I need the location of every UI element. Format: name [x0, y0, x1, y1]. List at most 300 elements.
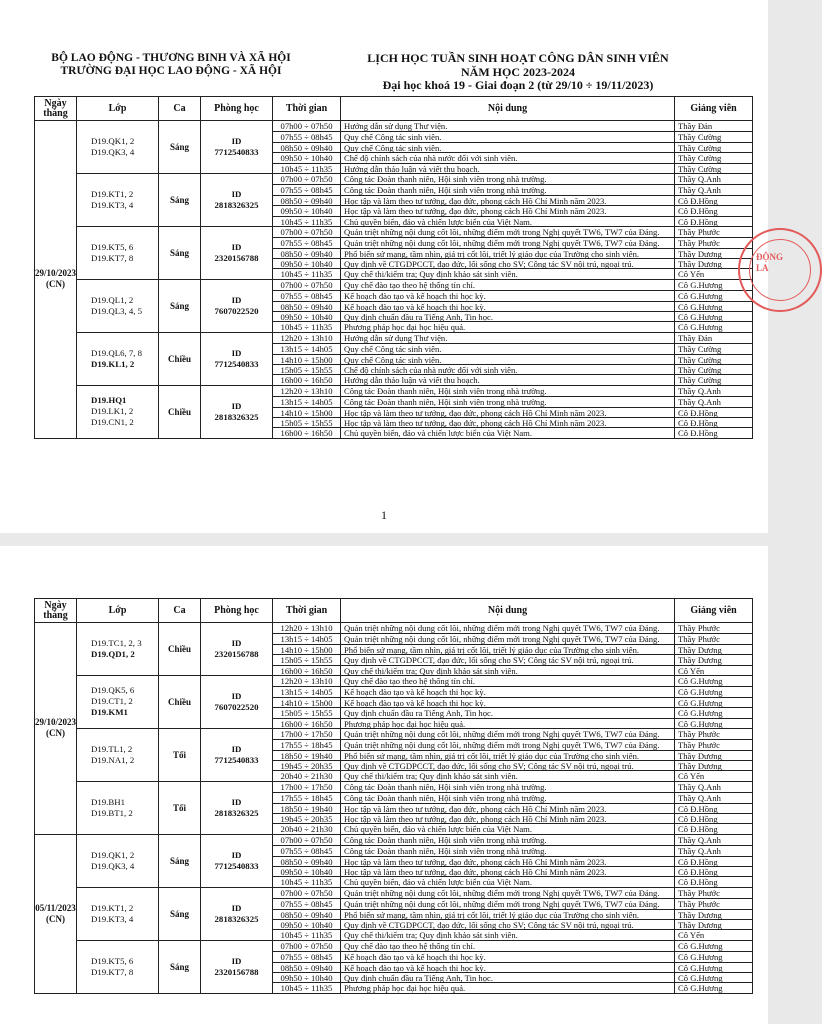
- session-cell: Tối: [159, 728, 201, 781]
- content-cell: [341, 781, 675, 834]
- time-slot: 07h00 ÷ 07h50: [280, 887, 333, 898]
- column-header-session: Ca: [159, 599, 201, 623]
- content-line: Quán triệt những nội dung cốt lõi, những điểm mới trong Nghị quyết TW6, TW7 của Đảng.: [344, 623, 660, 633]
- time-slot: 14h10 ÷ 15h00: [273, 354, 340, 364]
- teacher-name: Cô G.Hương: [675, 718, 752, 728]
- time-slot: 07h55 ÷ 08h45: [273, 184, 340, 194]
- teacher-name: Cô Yến: [675, 268, 752, 278]
- content-line: Quy chế thi/kiểm tra; Quy định khảo sát sinh viên.: [341, 770, 674, 780]
- time-slot: 09h50 ÷ 10h40: [273, 258, 340, 268]
- teacher-name: Thầy Q.Anh: [678, 385, 721, 396]
- teacher-name: Cô G.Hương: [675, 707, 752, 717]
- teacher-name: Cô G.Hương: [675, 972, 752, 982]
- teacher-name: Thầy Dương: [675, 760, 752, 770]
- room-cell: ID 7712540833: [201, 728, 273, 781]
- table-row: [35, 940, 753, 993]
- column-header-session: Ca: [159, 97, 201, 121]
- time-cell: [273, 332, 341, 385]
- content-line: Quán triệt những nội dung cốt lõi, những điểm mới trong Nghị quyết TW6, TW7 của Đảng.: [341, 633, 674, 643]
- time-slot: 19h45 ÷ 20h35: [273, 813, 340, 823]
- time-slot: 12h20 ÷ 13h10: [280, 623, 333, 633]
- time-slot: 14h10 ÷ 15h00: [273, 697, 340, 707]
- teacher-name: Thầy Cường: [675, 152, 752, 162]
- class-name: D19.KT1, 2: [91, 902, 134, 913]
- class-name: D19.KT1, 2: [91, 188, 134, 199]
- time-cell: [273, 728, 341, 781]
- time-slot: 18h50 ÷ 19h40: [273, 750, 340, 760]
- time-slot: 08h50 ÷ 09h40: [273, 301, 340, 311]
- teacher-name: Thầy Q.Anh: [675, 396, 752, 406]
- teacher-name: Thầy Đản: [678, 332, 713, 343]
- teacher-name: Cô G.Hương: [675, 290, 752, 300]
- class-name: D19.LK1, 2: [91, 406, 134, 417]
- teacher-name: Cô G.Hương: [675, 962, 752, 972]
- time-slot: 09h50 ÷ 10h40: [273, 205, 340, 215]
- time-slot: 07h00 ÷ 07h50: [280, 834, 333, 845]
- class-cell: [77, 781, 159, 834]
- column-header-teacher: Giảng viên: [675, 97, 753, 121]
- time-slot: 08h50 ÷ 09h40: [273, 909, 340, 919]
- content-line: Quy chế thi/kiểm tra; Quy định khảo sát sinh viên.: [341, 665, 674, 675]
- time-slot: 17h00 ÷ 17h50: [280, 781, 333, 792]
- content-line: Công tác Đoàn thanh niên, Hội sinh viên trong nhà trường.: [341, 184, 674, 194]
- teacher-name: Cô Đ.Hồng: [675, 195, 752, 205]
- time-slot: 14h10 ÷ 15h00: [273, 644, 340, 654]
- class-name: D19.KL1, 2: [91, 358, 135, 369]
- content-line: Học tập và làm theo tư tưởng, đạo đức, phong cách Hồ Chí Minh năm 2023.: [341, 856, 674, 866]
- content-line: Hướng dẫn thảo luận và viết thu hoạch.: [341, 163, 674, 173]
- content-line: Quy định về CTGDPCCT, đạo đức, lối sống cho SV; Công tác SV nội trú, ngoại trú.: [341, 760, 674, 770]
- class-name: D19.KT3, 4: [91, 913, 134, 924]
- content-line: Quán triệt những nội dung cốt lõi, những điểm mới trong Nghị quyết TW6, TW7 của Đảng.: [341, 739, 674, 749]
- page-number: 1: [381, 508, 387, 522]
- content-line: Quy chế đào tạo theo hệ thống tín chỉ.: [344, 940, 476, 951]
- institution-header: [26, 52, 316, 78]
- time-cell: [273, 781, 341, 834]
- time-slot: 09h50 ÷ 10h40: [273, 866, 340, 876]
- time-slot: 13h15 ÷ 14h05: [273, 633, 340, 643]
- time-slot: 09h50 ÷ 10h40: [273, 972, 340, 982]
- ministry-name: BỘ LAO ĐỘNG - THƯƠNG BINH VÀ XÃ HỘI: [51, 52, 291, 64]
- content-line: Công tác Đoàn thanh niên, Hội sinh viên trong nhà trường.: [341, 396, 674, 406]
- content-line: Quán triệt những nội dung cốt lõi, những điểm mới trong Nghị quyết TW6, TW7 của Đảng.: [344, 226, 660, 237]
- column-header-room: Phòng học: [201, 599, 273, 623]
- teacher-name: Cô G.Hương: [675, 311, 752, 321]
- content-line: Quy chế Công tác sinh viên.: [341, 343, 674, 353]
- document-page-2: [0, 546, 768, 1024]
- time-cell: [273, 226, 341, 279]
- class-name: D19.KT7, 8: [91, 966, 134, 977]
- date-cell: 05/11/2023 (CN): [35, 834, 77, 993]
- teacher-cell: [675, 675, 753, 728]
- teacher-name: Thầy Dương: [675, 644, 752, 654]
- table-header-row: [35, 97, 753, 121]
- time-slot: 10h45 ÷ 11h35: [273, 876, 340, 886]
- teacher-name: Thầy Dương: [675, 919, 752, 929]
- time-slot: 17h55 ÷ 18h45: [273, 792, 340, 802]
- content-line: Công tác Đoàn thanh niên, Hội sinh viên trong nhà trường.: [341, 792, 674, 802]
- time-slot: 10h45 ÷ 11h35: [273, 982, 340, 992]
- content-line: Quy chế Công tác sinh viên.: [341, 142, 674, 152]
- content-line: Phổ biến sứ mạng, tầm nhìn, giá trị cốt lõi, triết lý giáo dục của Trường cho sinh viên.: [341, 248, 674, 258]
- teacher-name: Cô Đ.Hồng: [675, 876, 752, 886]
- session-cell: Sáng: [159, 121, 201, 174]
- time-slot: 08h50 ÷ 09h40: [273, 856, 340, 866]
- content-line: Quy định chuẩn đầu ra Tiếng Anh, Tin học.: [341, 311, 674, 321]
- time-slot: 07h55 ÷ 08h45: [273, 290, 340, 300]
- teacher-name: Thầy Cường: [675, 142, 752, 152]
- time-cell: [273, 623, 341, 676]
- class-cell: [77, 623, 159, 676]
- room-cell: ID 2818326325: [201, 781, 273, 834]
- class-name: D19.QD1, 2: [91, 648, 135, 659]
- teacher-name: Thầy Dương: [675, 248, 752, 258]
- content-cell: [341, 173, 675, 226]
- content-line: Học tập và làm theo tư tưởng, đạo đức, phong cách Hồ Chí Minh năm 2023.: [341, 866, 674, 876]
- teacher-name: Thầy Phước: [675, 739, 752, 749]
- teacher-name: Thầy Cường: [675, 343, 752, 353]
- time-slot: 16h00 ÷ 16h50: [273, 718, 340, 728]
- table-row: [35, 834, 753, 887]
- time-cell: [273, 887, 341, 940]
- content-line: Kế hoạch đào tạo và kế hoạch thi học kỳ.: [341, 686, 674, 696]
- seal-lettering: ĐỘNG LA: [749, 239, 811, 301]
- time-slot: 07h00 ÷ 07h50: [280, 940, 333, 951]
- time-slot: 15h05 ÷ 15h55: [273, 654, 340, 664]
- teacher-cell: [675, 121, 753, 174]
- university-name: TRƯỜNG ĐẠI HỌC LAO ĐỘNG - XÃ HỘI: [60, 65, 282, 77]
- content-line: Công tác Đoàn thanh niên, Hội sinh viên trong nhà trường.: [341, 845, 674, 855]
- content-cell: [341, 887, 675, 940]
- content-line: Quy định về CTGDPCCT, đạo đức, lối sống cho SV; Công tác SV nội trú, ngoại trú.: [341, 258, 674, 268]
- class-cell: [77, 940, 159, 993]
- content-line: Quy chế thi/kiểm tra; Quy định khảo sát sinh viên.: [341, 929, 674, 939]
- class-name: D19.KT5, 6: [91, 955, 134, 966]
- content-line: Kế hoạch đào tạo và kế hoạch thi học kỳ.: [341, 301, 674, 311]
- content-cell: [341, 332, 675, 385]
- class-name: D19.TL1, 2: [91, 743, 133, 754]
- table-row: [35, 121, 753, 174]
- teacher-name: Cô G.Hương: [675, 301, 752, 311]
- content-line: Học tập và làm theo tư tưởng, đạo đức, phong cách Hồ Chí Minh năm 2023.: [341, 417, 674, 427]
- content-line: Phổ biến sứ mạng, tầm nhìn, giá trị cốt lõi, triết lý giáo dục của Trường cho sinh viên.: [341, 909, 674, 919]
- table-row: [35, 226, 753, 279]
- time-slot: 08h50 ÷ 09h40: [273, 195, 340, 205]
- time-slot: 19h45 ÷ 20h35: [273, 760, 340, 770]
- time-slot: 07h55 ÷ 08h45: [273, 237, 340, 247]
- content-cell: [341, 226, 675, 279]
- schedule-table-page-1: [34, 96, 753, 439]
- content-line: Chủ quyền biển, đảo và chiến lược biển của Việt Nam.: [341, 876, 674, 886]
- table-row: [35, 385, 753, 438]
- room-cell: ID 2320156788: [201, 940, 273, 993]
- teacher-name: Thầy Phước: [675, 633, 752, 643]
- time-slot: 20h40 ÷ 21h30: [273, 770, 340, 780]
- column-header-time: Thời gian: [273, 599, 341, 623]
- time-cell: [273, 385, 341, 438]
- time-slot: 07h55 ÷ 08h45: [273, 845, 340, 855]
- teacher-name: Thầy Phước: [678, 728, 720, 739]
- room-cell: ID 7607022520: [201, 675, 273, 728]
- teacher-name: Cô Yến: [675, 929, 752, 939]
- teacher-name: Cô Đ.Hồng: [675, 866, 752, 876]
- class-name: D19.QK3, 4: [91, 146, 135, 157]
- teacher-name: Cô G.Hương: [678, 675, 723, 686]
- content-cell: [341, 675, 675, 728]
- class-name: D19.KM1: [91, 707, 128, 718]
- content-line: Học tập và làm theo tư tưởng, đạo đức, phong cách Hồ Chí Minh năm 2023.: [341, 205, 674, 215]
- class-name: D19.KT7, 8: [91, 252, 134, 263]
- content-line: Quy chế đào tạo theo hệ thống tín chỉ.: [344, 279, 476, 290]
- time-cell: [273, 173, 341, 226]
- session-cell: Sáng: [159, 226, 201, 279]
- teacher-name: Thầy Q.Anh: [678, 781, 721, 792]
- session-cell: Chiều: [159, 623, 201, 676]
- time-slot: 07h00 ÷ 07h50: [280, 279, 333, 290]
- date-cell: 29/10/2023 (CN): [35, 623, 77, 835]
- teacher-name: Cô Đ.Hồng: [675, 803, 752, 813]
- teacher-name: Cô G.Hương: [675, 982, 752, 992]
- session-cell: Tối: [159, 781, 201, 834]
- teacher-name: Cô Đ.Hồng: [675, 417, 752, 427]
- table-row: [35, 781, 753, 834]
- room-cell: ID 2320156788: [201, 226, 273, 279]
- session-cell: Chiều: [159, 675, 201, 728]
- teacher-name: Cô Đ.Hồng: [675, 813, 752, 823]
- content-line: Chế độ chính sách của nhà nước đối với sinh viên.: [341, 152, 674, 162]
- teacher-name: Thầy Dương: [675, 909, 752, 919]
- teacher-cell: [675, 834, 753, 887]
- column-header-content: Nội dung: [341, 97, 675, 121]
- table-row: [35, 623, 753, 676]
- time-slot: 10h45 ÷ 11h35: [273, 268, 340, 278]
- class-cell: [77, 226, 159, 279]
- content-line: Kế hoạch đào tạo và kế hoạch thi học kỳ.: [341, 951, 674, 961]
- content-line: Kế hoạch đào tạo và kế hoạch thi học kỳ.: [341, 697, 674, 707]
- time-slot: 07h00 ÷ 07h50: [280, 226, 333, 237]
- teacher-cell: [675, 623, 753, 676]
- teacher-cell: [675, 385, 753, 438]
- teacher-name: Thầy Dương: [675, 654, 752, 664]
- teacher-name: Cô G.Hương: [675, 697, 752, 707]
- time-cell: [273, 279, 341, 332]
- session-cell: Sáng: [159, 279, 201, 332]
- teacher-cell: [675, 173, 753, 226]
- content-line: Quy định về CTGDPCCT, đạo đức, lối sống cho SV; Công tác SV nội trú, ngoại trú.: [341, 919, 674, 929]
- time-slot: 12h20 ÷ 13h10: [280, 675, 333, 686]
- time-cell: [273, 834, 341, 887]
- column-header-room: Phòng học: [201, 97, 273, 121]
- content-line: Quán triệt những nội dung cốt lõi, những điểm mới trong Nghị quyết TW6, TW7 của Đảng.: [344, 887, 660, 898]
- time-slot: 07h55 ÷ 08h45: [273, 951, 340, 961]
- time-slot: 16h00 ÷ 16h50: [273, 427, 340, 437]
- time-slot: 09h50 ÷ 10h40: [273, 152, 340, 162]
- time-slot: 13h15 ÷ 14h05: [273, 396, 340, 406]
- teacher-name: Cô G.Hương: [678, 279, 723, 290]
- content-line: Chủ quyền biển, đảo và chiến lược biển của Việt Nam.: [341, 427, 674, 437]
- time-slot: 17h55 ÷ 18h45: [273, 739, 340, 749]
- class-name: D19.QK1, 2: [91, 135, 135, 146]
- time-slot: 12h20 ÷ 13h10: [280, 332, 333, 343]
- table-row: [35, 675, 753, 728]
- content-line: Quy định về CTGDPCCT, đạo đức, lối sống cho SV; Công tác SV nội trú, ngoại trú.: [341, 654, 674, 664]
- content-cell: [341, 728, 675, 781]
- time-slot: 13h15 ÷ 14h05: [273, 343, 340, 353]
- class-name: D19.BT1, 2: [91, 807, 133, 818]
- session-cell: Sáng: [159, 940, 201, 993]
- teacher-name: Cô Đ.Hồng: [675, 407, 752, 417]
- teacher-name: Thầy Cường: [675, 163, 752, 173]
- document-page-1: [0, 0, 783, 533]
- time-slot: 12h20 ÷ 13h10: [280, 385, 333, 396]
- time-slot: 16h00 ÷ 16h50: [273, 665, 340, 675]
- content-line: Công tác Đoàn thanh niên, Hội sinh viên trong nhà trường.: [344, 834, 547, 845]
- content-line: Chủ quyền biển, đảo và chiến lược biển của Việt Nam.: [341, 823, 674, 833]
- teacher-name: Thầy Dương: [675, 258, 752, 268]
- content-line: Học tập và làm theo tư tưởng, đạo đức, phong cách Hồ Chí Minh năm 2023.: [341, 195, 674, 205]
- teacher-name: Thầy Cường: [675, 364, 752, 374]
- content-line: Quán triệt những nội dung cốt lõi, những điểm mới trong Nghị quyết TW6, TW7 của Đảng.: [341, 237, 674, 247]
- time-slot: 08h50 ÷ 09h40: [273, 248, 340, 258]
- teacher-cell: [675, 781, 753, 834]
- content-line: Kế hoạch đào tạo và kế hoạch thi học kỳ.: [341, 290, 674, 300]
- teacher-name: Cô Đ.Hồng: [675, 205, 752, 215]
- time-slot: 07h00 ÷ 07h50: [280, 121, 333, 131]
- room-cell: ID 7607022520: [201, 279, 273, 332]
- teacher-name: Thầy Phước: [675, 237, 752, 247]
- session-cell: Chiều: [159, 385, 201, 438]
- time-slot: 10h45 ÷ 11h35: [273, 321, 340, 331]
- document-subtitle: Đại học khoá 19 - Giai đoạn 2 (từ 29/10 ÷ 19/11/2023): [382, 78, 654, 92]
- room-cell: ID 2818326325: [201, 173, 273, 226]
- time-cell: [273, 121, 341, 174]
- teacher-cell: [675, 887, 753, 940]
- teacher-name: Cô Đ.Hồng: [675, 216, 752, 226]
- class-cell: [77, 728, 159, 781]
- teacher-name: Thầy Phước: [678, 623, 720, 633]
- content-cell: [341, 385, 675, 438]
- teacher-name: Cô Yến: [675, 665, 752, 675]
- time-slot: 08h50 ÷ 09h40: [273, 962, 340, 972]
- class-name: D19.KT3, 4: [91, 199, 134, 210]
- class-name: D19.HQ1: [91, 395, 127, 406]
- teacher-name: Thầy Q.Anh: [678, 173, 721, 184]
- class-name: D19.QL6, 7, 8: [91, 347, 143, 358]
- time-slot: 09h50 ÷ 10h40: [273, 919, 340, 929]
- content-line: Công tác Đoàn thanh niên, Hội sinh viên trong nhà trường.: [344, 781, 547, 792]
- content-cell: [341, 940, 675, 993]
- date-cell: 29/10/2023 (CN): [35, 121, 77, 439]
- teacher-name: Cô Đ.Hồng: [675, 427, 752, 437]
- class-name: D19.QK5, 6: [91, 685, 135, 696]
- teacher-name: Thầy Q.Anh: [675, 845, 752, 855]
- teacher-cell: [675, 332, 753, 385]
- document-title-block: [318, 52, 718, 93]
- teacher-name: Thầy Dương: [675, 750, 752, 760]
- time-slot: 10h45 ÷ 11h35: [273, 163, 340, 173]
- content-line: Học tập và làm theo tư tưởng, đạo đức, phong cách Hồ Chí Minh năm 2023.: [341, 407, 674, 417]
- room-cell: ID 7712540833: [201, 834, 273, 887]
- class-name: D19.TC1, 2, 3: [91, 637, 142, 648]
- content-line: Phương pháp học đại học hiệu quả.: [341, 718, 674, 728]
- content-line: Công tác Đoàn thanh niên, Hội sinh viên trong nhà trường.: [344, 173, 547, 184]
- class-cell: [77, 675, 159, 728]
- content-line: Quy chế Công tác sinh viên.: [341, 354, 674, 364]
- content-line: Quán triệt những nội dung cốt lõi, những điểm mới trong Nghị quyết TW6, TW7 của Đảng.: [344, 728, 660, 739]
- teacher-name: Thầy Q.Anh: [678, 834, 721, 845]
- column-header-class: Lớp: [77, 599, 159, 623]
- class-name: D19.NA1, 2: [91, 754, 135, 765]
- class-name: D19.QK1, 2: [91, 849, 135, 860]
- class-cell: [77, 173, 159, 226]
- class-name: D19.QL3, 4, 5: [91, 305, 143, 316]
- teacher-name: Thầy Q.Anh: [675, 184, 752, 194]
- time-cell: [273, 675, 341, 728]
- session-cell: Sáng: [159, 834, 201, 887]
- teacher-name: Thầy Phước: [675, 898, 752, 908]
- content-line: Học tập và làm theo tư tưởng, đạo đức, phong cách Hồ Chí Minh năm 2023.: [341, 813, 674, 823]
- room-cell: ID 7712540833: [201, 121, 273, 174]
- column-header-date: Ngày tháng: [35, 599, 77, 623]
- table-row: [35, 332, 753, 385]
- teacher-name: Cô G.Hương: [675, 321, 752, 331]
- time-slot: 08h50 ÷ 09h40: [273, 142, 340, 152]
- class-cell: [77, 332, 159, 385]
- content-line: Quy chế thi/kiểm tra; Quy định khảo sát sinh viên.: [341, 268, 674, 278]
- class-cell: [77, 121, 159, 174]
- content-line: Phương pháp học đại học hiệu quả.: [341, 321, 674, 331]
- session-cell: Sáng: [159, 173, 201, 226]
- room-cell: ID 2320156788: [201, 623, 273, 676]
- room-cell: ID 2818326325: [201, 887, 273, 940]
- class-cell: [77, 887, 159, 940]
- class-name: D19.QK3, 4: [91, 860, 135, 871]
- table-row: [35, 279, 753, 332]
- content-line: Hướng dẫn sử dụng Thư viện.: [344, 332, 448, 343]
- teacher-name: Thầy Phước: [678, 887, 720, 898]
- content-line: Quy chế Công tác sinh viên.: [341, 131, 674, 141]
- time-slot: 07h00 ÷ 07h50: [280, 173, 333, 184]
- time-slot: 07h55 ÷ 08h45: [273, 131, 340, 141]
- class-name: D19.CT1, 2: [91, 696, 133, 707]
- content-cell: [341, 121, 675, 174]
- time-slot: 09h50 ÷ 10h40: [273, 311, 340, 321]
- teacher-cell: [675, 940, 753, 993]
- teacher-name: Thầy Cường: [675, 131, 752, 141]
- document-title: LỊCH HỌC TUẦN SINH HOẠT CÔNG DÂN SINH VIÊN: [367, 51, 669, 65]
- content-line: Hướng dẫn thảo luận và viết thu hoạch.: [341, 374, 674, 384]
- teacher-name: Thầy Q.Anh: [675, 792, 752, 802]
- content-line: Quy định chuẩn đầu ra Tiếng Anh, Tin học.: [341, 707, 674, 717]
- content-cell: [341, 834, 675, 887]
- table-row: [35, 728, 753, 781]
- class-name: D19.KT5, 6: [91, 241, 134, 252]
- time-slot: 15h05 ÷ 15h55: [273, 707, 340, 717]
- teacher-name: Cô Yến: [675, 770, 752, 780]
- time-slot: 13h15 ÷ 14h05: [273, 686, 340, 696]
- time-slot: 15h05 ÷ 15h55: [273, 364, 340, 374]
- time-slot: 17h00 ÷ 17h50: [280, 728, 333, 739]
- class-name: D19.QL1, 2: [91, 294, 134, 305]
- room-cell: ID 7712540833: [201, 332, 273, 385]
- teacher-name: Cô G.Hương: [675, 686, 752, 696]
- teacher-name: Thầy Đản: [678, 121, 713, 131]
- time-slot: 07h55 ÷ 08h45: [273, 898, 340, 908]
- teacher-name: Cô Đ.Hồng: [675, 823, 752, 833]
- content-cell: [341, 623, 675, 676]
- teacher-name: Cô Đ.Hồng: [675, 856, 752, 866]
- teacher-name: Thầy Cường: [675, 354, 752, 364]
